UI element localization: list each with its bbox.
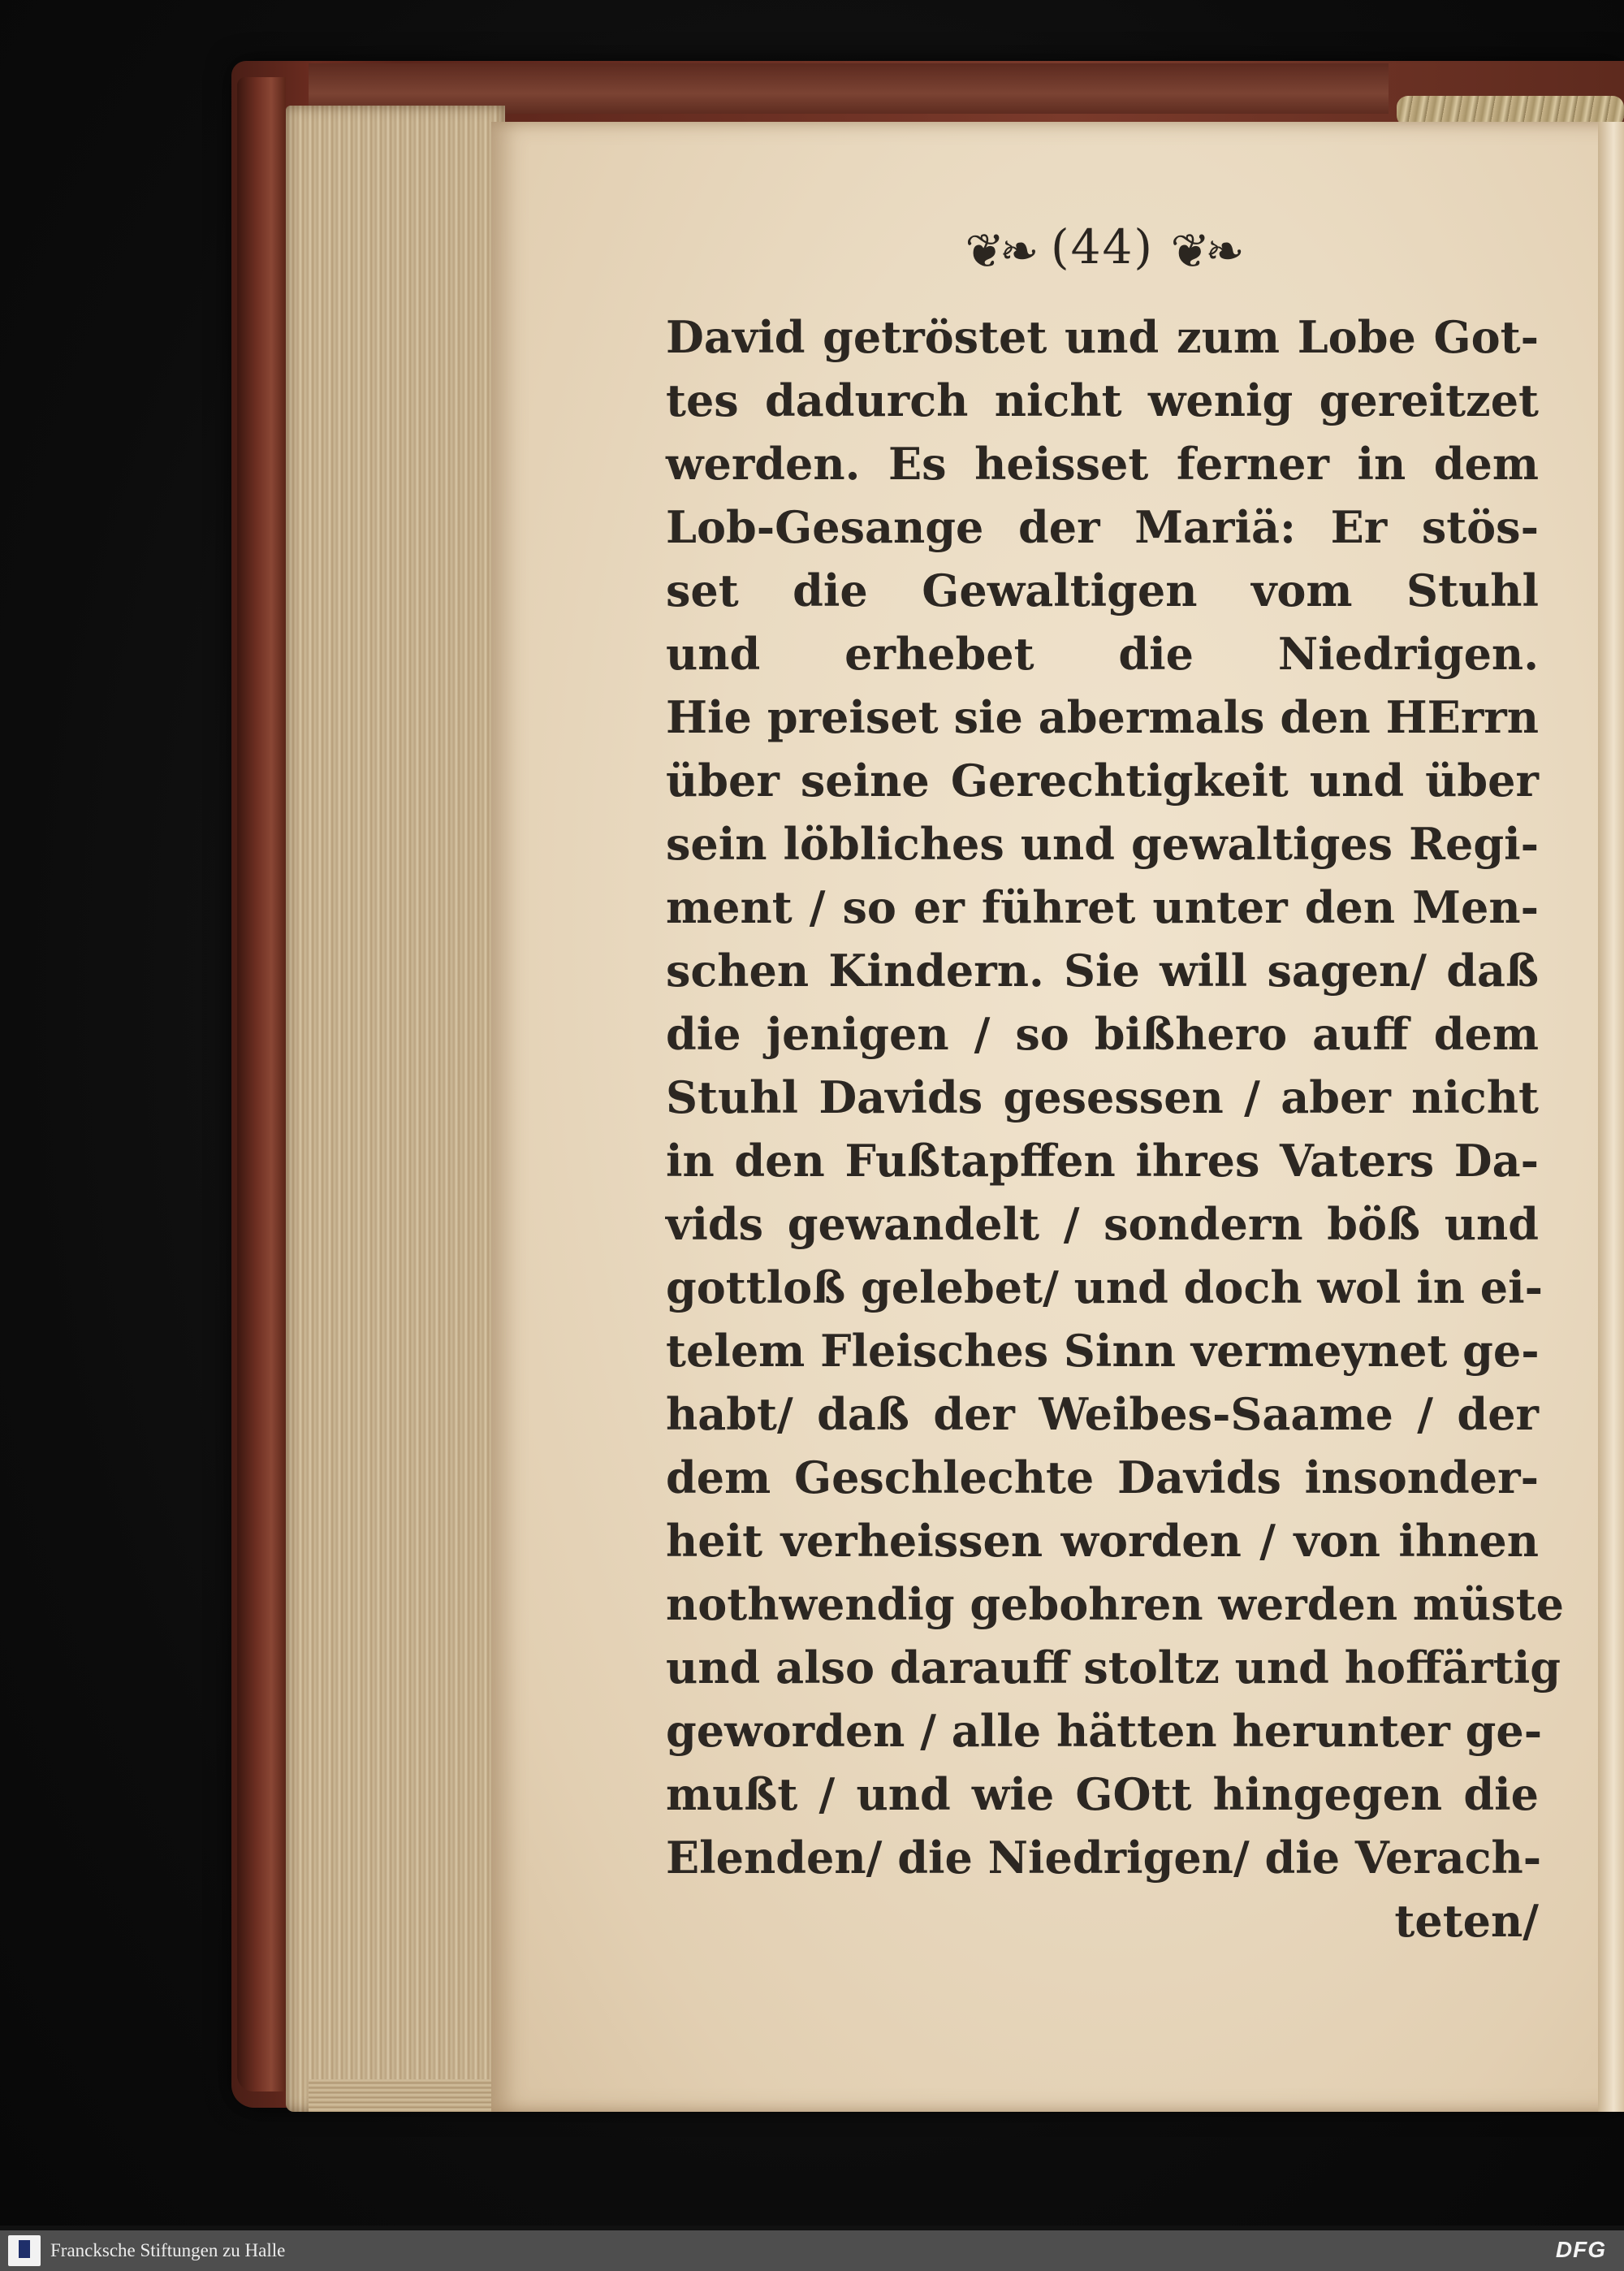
text-line: Hie preiset sie abermals den HErrn [666,691,1539,743]
text-line: und erhebet die Niedrigen. [666,628,1539,680]
text-line: über seine Gerechtigkeit und über [666,755,1539,807]
cover-edge [237,77,286,2091]
body-text [666,305,1564,1889]
right-ornament-icon: ❦❧ [1170,223,1240,279]
text-line: sein löbliches und gewaltiges Regi- [666,818,1539,870]
page-block-edges [286,106,505,2112]
page-header [666,219,1539,299]
text-line: schen Kindern. Sie will sagen/ daß [666,945,1539,997]
institution-name: Francksche Stiftungen zu Halle [50,2240,286,2260]
text-line: ment / so er führet unter den Men- [666,881,1539,933]
text-line: werden. Es heisset ferner in dem [666,438,1539,490]
text-line: Stuhl Davids gesessen / aber nicht [666,1071,1539,1123]
text-line: telem Fleisches Sinn vermeynet ge- [666,1325,1540,1377]
text-line: set die Gewaltigen vom Stuhl [666,565,1539,616]
text-line: mußt / und wie GOtt hingegen die [666,1768,1539,1820]
text-line: vids gewandelt / sondern böß und [666,1198,1539,1250]
left-ornament-icon: ❦❧ [965,223,1034,279]
text-line: in den Fußtapffen ihres Vaters Da- [666,1135,1539,1187]
text-line: Elenden/ die Niedrigen/ die Verach- [666,1832,1542,1884]
footer-bar [0,2230,1624,2271]
institution-logo-icon [8,2235,41,2266]
catchword: teten/ [1394,1895,1539,1947]
facing-page-gutter [1598,122,1624,2112]
text-line: die jenigen / so bißhero auff dem [666,1008,1539,1060]
page-number: (44) [1050,219,1155,275]
text-line: David getröstet und zum Lobe Got- [666,311,1539,363]
text-line: geworden / alle hätten herunter ge- [666,1705,1543,1757]
dfg-logo: DFG [1555,2237,1606,2262]
text-line: dem Geschlechte Davids insonder- [666,1451,1539,1503]
text-line: habt/ daß der Weibes-Saame / der [666,1388,1539,1440]
text-line: tes dadurch nicht wenig gereitzet [666,374,1539,426]
text-line: nothwendig gebohren werden müste [666,1578,1564,1630]
page-text-block [666,219,1564,1953]
text-line: Lob-Gesange der Mariä: Er stös- [666,501,1539,553]
text-line: heit verheissen worden / von ihnen [666,1515,1539,1567]
text-line: gottloß gelebet/ und doch wol in ei- [666,1261,1544,1313]
text-line: und also darauff stoltz und hoffärtig [666,1642,1561,1694]
